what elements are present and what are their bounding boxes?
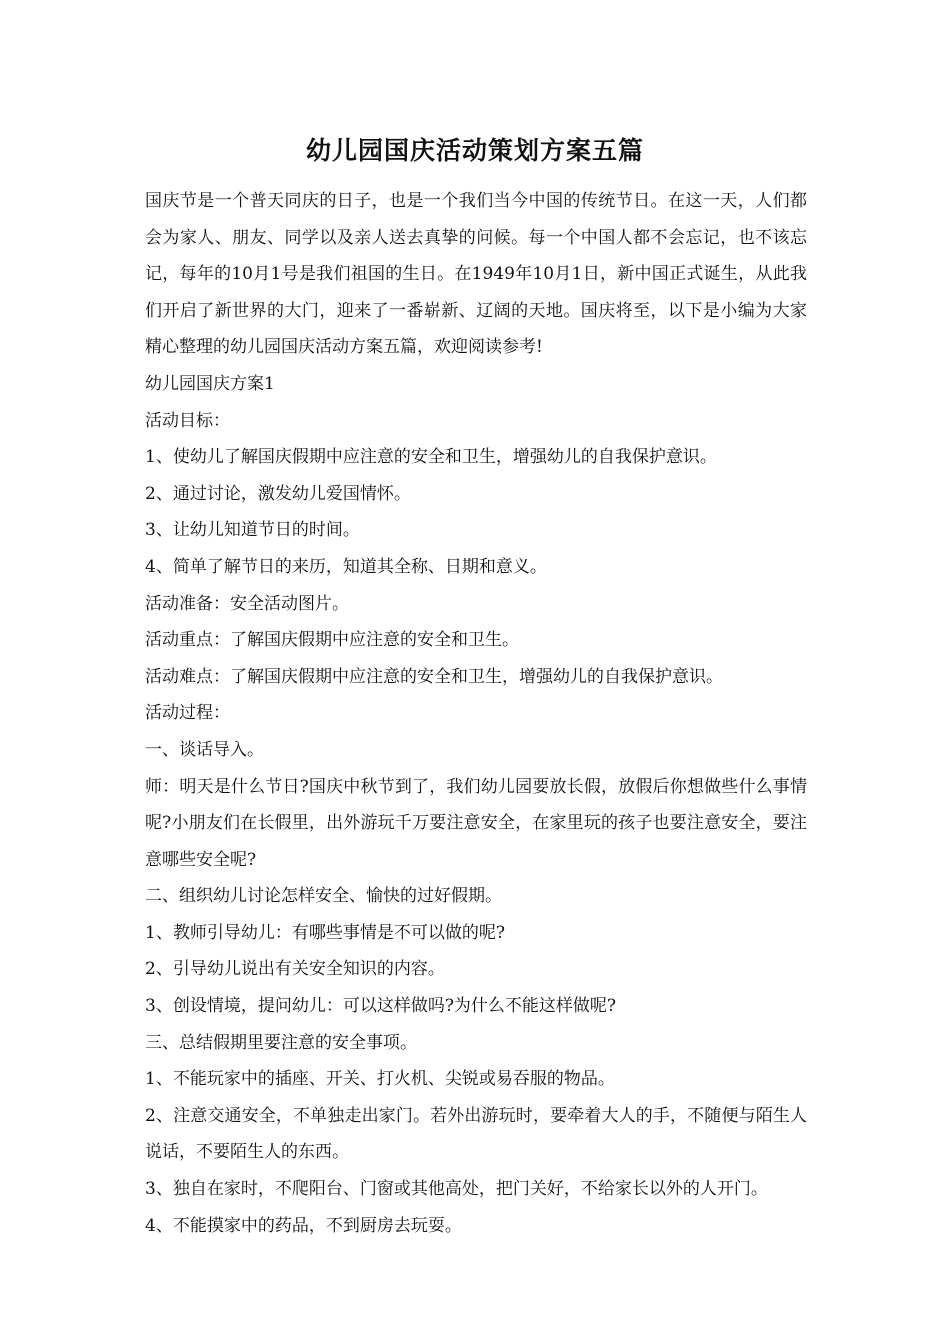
safety-item: 1、不能玩家中的插座、开关、打火机、尖锐或易吞服的物品。 (145, 1069, 615, 1090)
safety-item: 2、注意交通安全，不单独走出家门。若外出游玩时，要牵着大人的手，不随便与陌生人说话，不要陌生人的东西。 (145, 1105, 807, 1163)
document-title: 幼儿园国庆活动策划方案五篇 (305, 136, 644, 165)
document-body (145, 183, 807, 1244)
intro-paragraph: 国庆节是一个普天同庆的日子，也是一个我们当今中国的传统节日。在这一天，人们都会为家人、朋友、同学以及亲人送去真挚的问候。每一个中国人都不会忘记，也不该忘记，每年的10月1号是我们祖国的生日。在1949年10月1日，新中国正式诞生，从此我们开启了新世界的大门，迎来了一番崭新、辽阔的天地。国庆将至，以下是小编为大家精心整理的幼儿园国庆活动方案五篇，欢迎阅读参考! (145, 191, 807, 358)
discussion-item: 3、创设情境，提问幼儿：可以这样做吗?为什么不能这样做呢? (145, 996, 617, 1017)
discussion-item: 1、教师引导幼儿：有哪些事情是不可以做的呢? (145, 922, 505, 943)
teacher-dialogue-paragraph: 师：明天是什么节日?国庆中秋节到了，我们幼儿园要放长假，放假后你想做些什么事情呢?小朋友们在长假里，出外游玩千万要注意安全，在家里玩的孩子也要注意安全，要注意哪些安全呢? (145, 776, 807, 870)
step-heading: 三、总结假期里要注意的安全事项。 (145, 1032, 417, 1053)
discussion-item: 2、引导幼儿说出有关安全知识的内容。 (145, 959, 445, 980)
preparation-line: 活动准备：安全活动图片。 (145, 593, 349, 614)
step-heading: 一、谈话导入。 (145, 739, 264, 760)
step-heading: 二、组织幼儿讨论怎样安全、愉快的过好假期。 (145, 886, 502, 907)
goal-item: 2、通过讨论，激发幼儿爱国情怀。 (145, 483, 411, 504)
process-heading: 活动过程： (145, 703, 230, 724)
safety-item: 4、不能摸家中的药品，不到厨房去玩耍。 (145, 1215, 462, 1236)
section-heading-plan-1: 幼儿园国庆方案1 (145, 373, 275, 394)
difficulty-line: 活动难点：了解国庆假期中应注意的安全和卫生，增强幼儿的自我保护意识。 (145, 666, 723, 687)
goals-heading: 活动目标： (145, 410, 230, 431)
goal-item: 1、使幼儿了解国庆假期中应注意的安全和卫生，增强幼儿的自我保护意识。 (145, 447, 717, 468)
goal-item: 3、让幼儿知道节日的时间。 (145, 520, 360, 541)
safety-item: 3、独自在家时，不爬阳台、门窗或其他高处，把门关好，不给家长以外的人开门。 (145, 1179, 768, 1200)
goal-item: 4、简单了解节日的来历，知道其全称、日期和意义。 (145, 556, 547, 577)
key-point-line: 活动重点：了解国庆假期中应注意的安全和卫生。 (145, 630, 519, 651)
